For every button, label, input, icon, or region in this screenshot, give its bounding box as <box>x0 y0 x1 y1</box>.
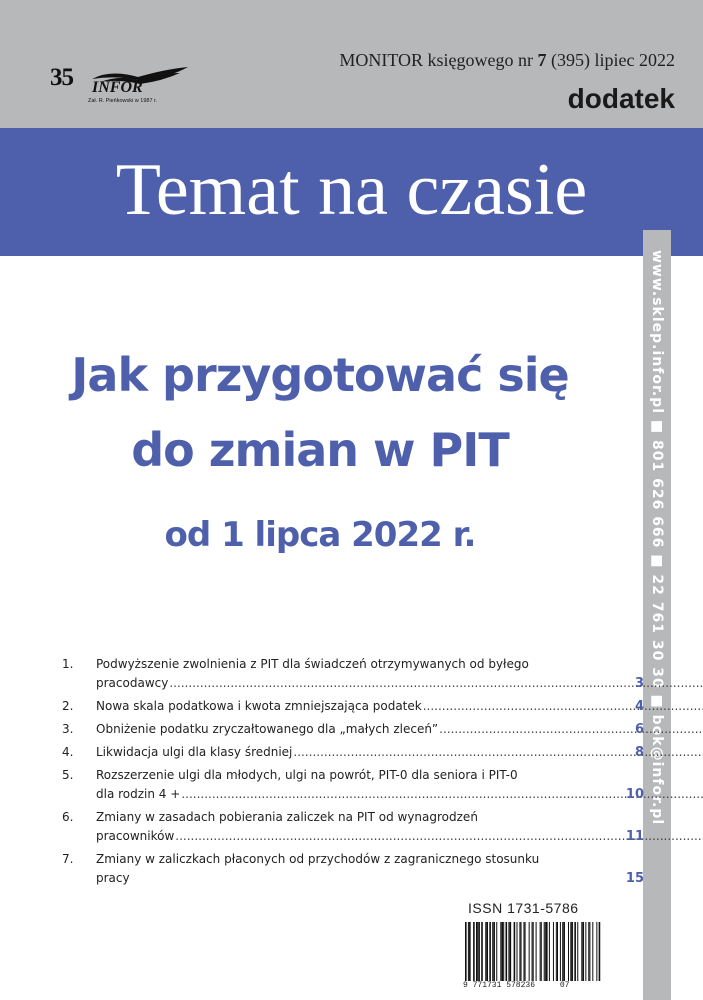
toc-text: pracy <box>96 871 130 885</box>
barcode-bar <box>589 922 590 983</box>
barcode-bar <box>523 922 524 983</box>
issue-nr-label: nr <box>518 50 534 70</box>
barcode-bar <box>588 922 589 983</box>
toc-number: 7. <box>62 852 74 866</box>
toc-number: 6. <box>62 810 74 824</box>
barcode-bar <box>496 922 497 983</box>
headline-line-3: od 1 lipca 2022 r. <box>164 515 476 555</box>
barcode-bar <box>510 922 512 983</box>
barcode <box>465 922 605 990</box>
barcode-bar <box>517 922 518 983</box>
infor-logo <box>50 62 190 110</box>
toc-text: Zmiany w zaliczkach płaconych od przychodów z zagranicznego stosunku <box>96 852 540 866</box>
barcode-bar <box>508 922 509 983</box>
toc-item[interactable] <box>62 655 642 693</box>
toc-text: Obniżenie podatku zryczałtowanego dla „małych zleceń” <box>96 722 439 736</box>
barcode-bar <box>592 922 593 983</box>
logo-anniversary-number: 35 <box>50 64 73 91</box>
barcode-bar <box>485 922 487 983</box>
toc-leader <box>423 697 703 716</box>
toc-item[interactable] <box>62 808 642 846</box>
supplement-label: dodatek <box>567 83 675 114</box>
toc-page-number: 3 <box>634 676 644 691</box>
barcode-bar <box>572 922 573 983</box>
barcode-bar <box>477 922 479 983</box>
toc-item[interactable] <box>62 766 642 804</box>
toc-leader <box>439 720 703 739</box>
logo-brand: INFOR <box>92 79 143 96</box>
barcode-bar <box>532 922 533 990</box>
magazine-subtitle: księgowego <box>427 50 514 70</box>
barcode-bar <box>501 922 503 983</box>
barcode-bar <box>556 922 557 983</box>
issue-edition: (395) <box>551 50 591 70</box>
toc-page-number: 8 <box>634 745 644 760</box>
section-title: Temat na czasie <box>115 149 588 231</box>
toc-text: Likwidacja ulgi dla klasy średniej <box>96 745 293 759</box>
side-contact-text: www.sklep.infor.pl ■ 801 626 666 ■ 22 761 30 30 ■ bok@infor.pl <box>649 250 665 826</box>
barcode-bar <box>521 922 522 983</box>
barcode-bar <box>503 922 504 983</box>
barcode-bar <box>549 922 550 983</box>
toc-item[interactable] <box>62 743 642 762</box>
barcode-bar <box>468 922 469 990</box>
toc-text: Podwyższenie zwolnienia z PIT dla świadczeń otrzymywanych od byłego <box>96 657 529 671</box>
barcode-bar <box>514 922 516 983</box>
logo-founded-text: Zał. R. Pieńkowski w 1987 r. <box>88 98 158 104</box>
magazine-issue-line <box>339 50 675 71</box>
toc-number: 3. <box>62 722 74 736</box>
barcode-bar <box>562 922 564 983</box>
table-of-contents <box>62 655 642 892</box>
toc-page-number: 6 <box>634 722 644 737</box>
barcode-bar <box>500 922 501 983</box>
barcode-bar <box>536 922 537 983</box>
barcode-bar <box>545 922 546 983</box>
issn-number: ISSN 1731-5786 <box>468 900 579 916</box>
barcode-bar <box>581 922 582 983</box>
barcode-addon-digits: 07 <box>559 981 570 990</box>
barcode-bar <box>469 922 471 983</box>
toc-text: dla rodzin 4 + <box>96 787 181 801</box>
barcode-bar <box>479 922 480 983</box>
barcode-bar <box>533 922 534 990</box>
barcode-bar <box>546 922 548 983</box>
barcode-bar <box>568 922 569 983</box>
toc-text: Rozszerzenie ulgi dla młodych, ulgi na powrót, PIT-0 dla seniora i PIT-0 <box>96 768 518 782</box>
toc-leader <box>175 827 703 846</box>
barcode-bar <box>596 922 597 990</box>
barcode-bar <box>585 922 586 983</box>
barcode-bar <box>492 922 493 983</box>
barcode-bar <box>544 922 545 983</box>
toc-text: pracodawcy <box>96 676 169 690</box>
barcode-bar <box>599 922 601 990</box>
barcode-bar <box>541 922 542 983</box>
magazine-name: MONITOR <box>339 50 424 70</box>
toc-number: 5. <box>62 768 74 782</box>
toc-item[interactable] <box>62 720 642 739</box>
barcode-bar <box>506 922 508 983</box>
barcode-bar <box>564 922 565 983</box>
toc-number: 2. <box>62 699 74 713</box>
toc-leader <box>169 674 703 693</box>
barcode-bar <box>473 922 475 983</box>
toc-page-number: 4 <box>634 699 644 714</box>
barcode-main-digits: 9 771731 578236 <box>463 981 536 990</box>
barcode-bar <box>489 922 491 983</box>
barcode-bar <box>574 922 576 983</box>
barcode-bar <box>476 922 477 983</box>
toc-item[interactable] <box>62 697 642 716</box>
toc-text: Nowa skala podatkowa i kwota zmniejszająca podatek <box>96 699 422 713</box>
barcode-bar <box>493 922 495 983</box>
barcode-bar <box>582 922 584 983</box>
barcode-bar <box>519 922 520 983</box>
toc-number: 4. <box>62 745 74 759</box>
barcode-bar <box>577 922 578 983</box>
toc-page-number: 11 <box>625 829 644 844</box>
barcode-bar <box>570 922 572 983</box>
toc-text: Zmiany w zasadach pobierania zaliczek na PIT od wynagrodzeń <box>96 810 478 824</box>
issue-date: lipiec 2022 <box>594 50 675 70</box>
barcode-bar <box>560 922 561 983</box>
toc-number: 1. <box>62 657 74 671</box>
toc-leader <box>181 785 703 804</box>
headline-line-1: Jak przygotować się <box>71 348 569 402</box>
barcode-bar <box>557 922 558 983</box>
barcode-bar <box>465 922 467 990</box>
barcode-bar <box>487 922 488 983</box>
toc-text: pracowników <box>96 829 175 843</box>
barcode-bar <box>553 922 554 983</box>
barcode-bar <box>525 922 526 983</box>
barcode-bar <box>481 922 483 983</box>
barcode-digits <box>463 981 603 990</box>
toc-page-number: 10 <box>625 787 644 802</box>
headline-line-2: do zmian w PIT <box>131 423 509 477</box>
issue-number: 7 <box>537 50 547 70</box>
barcode-bar <box>540 922 541 983</box>
toc-page-number: 15 <box>625 871 644 886</box>
toc-item[interactable] <box>62 850 642 888</box>
barcode-bar <box>529 922 530 983</box>
